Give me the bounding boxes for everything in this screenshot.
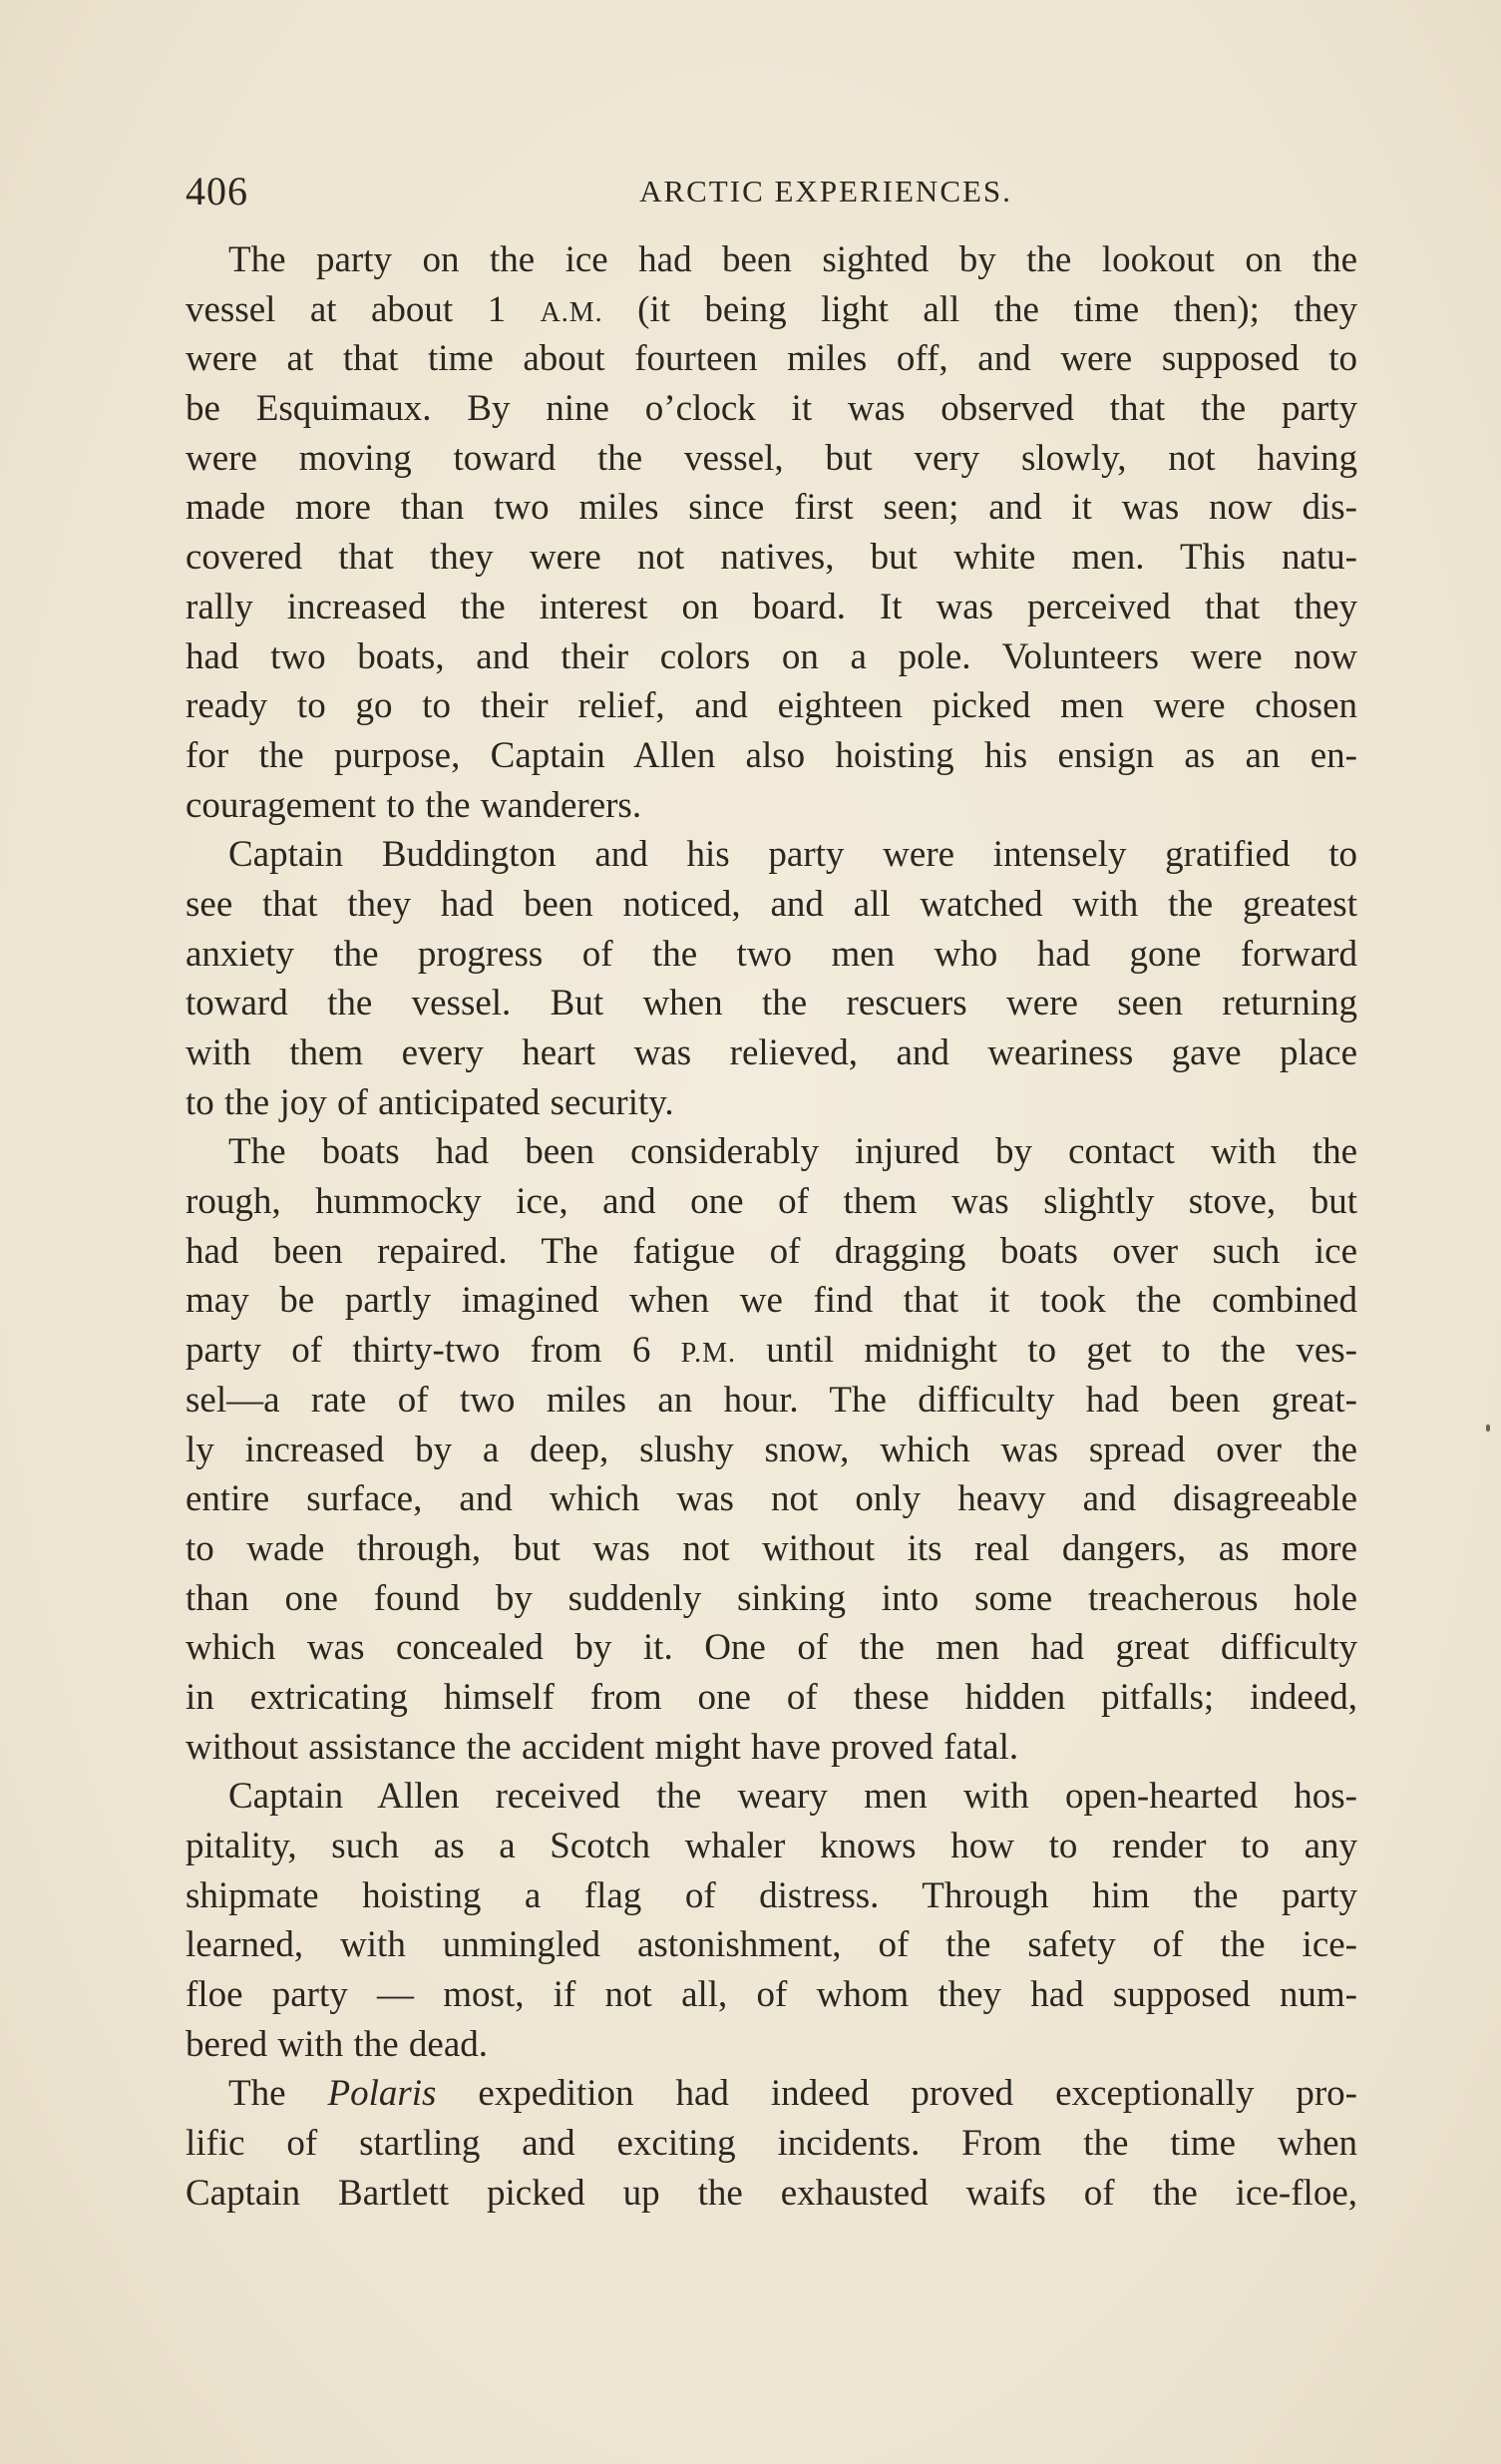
text-line: rough, hummocky ice, and one of them was slightly stove, but [186,1181,1357,1223]
page-number: 406 [186,169,248,213]
text-line: had been repaired. The fatigue of dragging boats over such ice [186,1230,1357,1272]
paragraph [186,1772,1357,2069]
text-line: with them every heart was relieved, and weariness gave place [186,1032,1357,1073]
text-line: Captain Buddington and his party were intensely gratified to [228,834,1357,876]
text-line: had two boats, and their colors on a pole. Volunteers were now [186,635,1357,677]
text-line: toward the vessel. But when the rescuers were seen returning [186,983,1357,1025]
paragraph [186,830,1357,1127]
text-line: Captain Allen received the weary men with open-hearted hos- [228,1776,1357,1818]
text-line: Captain Bartlett picked up the exhausted waifs of the ice-floe, [186,2172,1357,2214]
text-line: in extricating himself from one of these hidden pitfalls; indeed, [186,1676,1357,1718]
text-line: party of thirty-two from 6 P.M. until midnight to get to the ves- [186,1330,1357,1372]
text-line: were at that time about fourteen miles off, and were supposed to [186,338,1357,380]
text-line: covered that they were not natives, but white men. This natu- [186,537,1357,579]
text-line: see that they had been noticed, and all watched with the greatest [186,883,1357,925]
running-head [186,168,1356,217]
text-line: The boats had been considerably injured by contact with the [228,1131,1357,1173]
text-line: than one found by suddenly sinking into some treacherous hole [186,1577,1357,1619]
text-line: to the joy of anticipated security. [186,1081,674,1123]
text-line: be Esquimaux. By nine o’clock it was observed that the party [186,388,1357,430]
text-line: ready to go to their relief, and eighteen picked men were chosen [186,685,1357,727]
text-line: ly increased by a deep, slushy snow, which was spread over the [186,1429,1357,1470]
text-line: to wade through, but was not without its real dangers, as more [186,1527,1357,1569]
text-line: vessel at about 1 A.M. (it being light all the time then); they [186,288,1358,330]
paragraph [186,1127,1357,1772]
running-title: ARCTIC EXPERIENCES. [639,174,1012,208]
text-line: without assistance the accident might have proved fatal. [186,1726,1019,1768]
page-speck [1486,1425,1490,1432]
text-line: sel—a rate of two miles an hour. The difficulty had been great- [186,1379,1357,1421]
text-line: The Polaris expedition had indeed proved exceptionally pro- [228,2073,1357,2115]
paragraph [186,2069,1357,2218]
text-line: pitality, such as a Scotch whaler knows how to render to any [186,1826,1357,1866]
text-line: learned, with unmingled astonishment, of the safety of the ice- [186,1924,1357,1966]
text-line: entire surface, and which was not only heavy and disagreeable [186,1478,1357,1520]
text-line: anxiety the progress of the two men who had gone forward [186,933,1357,975]
text-line: may be partly imagined when we find that it took the combined [186,1280,1357,1322]
text-line: couragement to the wanderers. [186,784,642,826]
text-line: bered with the dead. [186,2023,488,2065]
text-line: for the purpose, Captain Allen also hoisting his ensign as an en- [186,734,1357,776]
text-line: floe party — most, if not all, of whom they had supposed num- [186,1974,1357,2016]
paragraph [186,235,1357,830]
text-line: The party on the ice had been sighted by the lookout on the [228,239,1357,280]
text-line: rally increased the interest on board. It was perceived that they [186,586,1357,627]
text-line: shipmate hoisting a flag of distress. Through him the party [186,1874,1357,1916]
text-line: lific of startling and exciting incidents. From the time when [186,2123,1357,2165]
text-line: made more than two miles since first seen; and it was now dis- [186,487,1357,529]
text-line: which was concealed by it. One of the men had great difficulty [186,1627,1357,1669]
text-line: were moving toward the vessel, but very slowly, not having [186,437,1357,479]
body-text [186,235,1357,2219]
